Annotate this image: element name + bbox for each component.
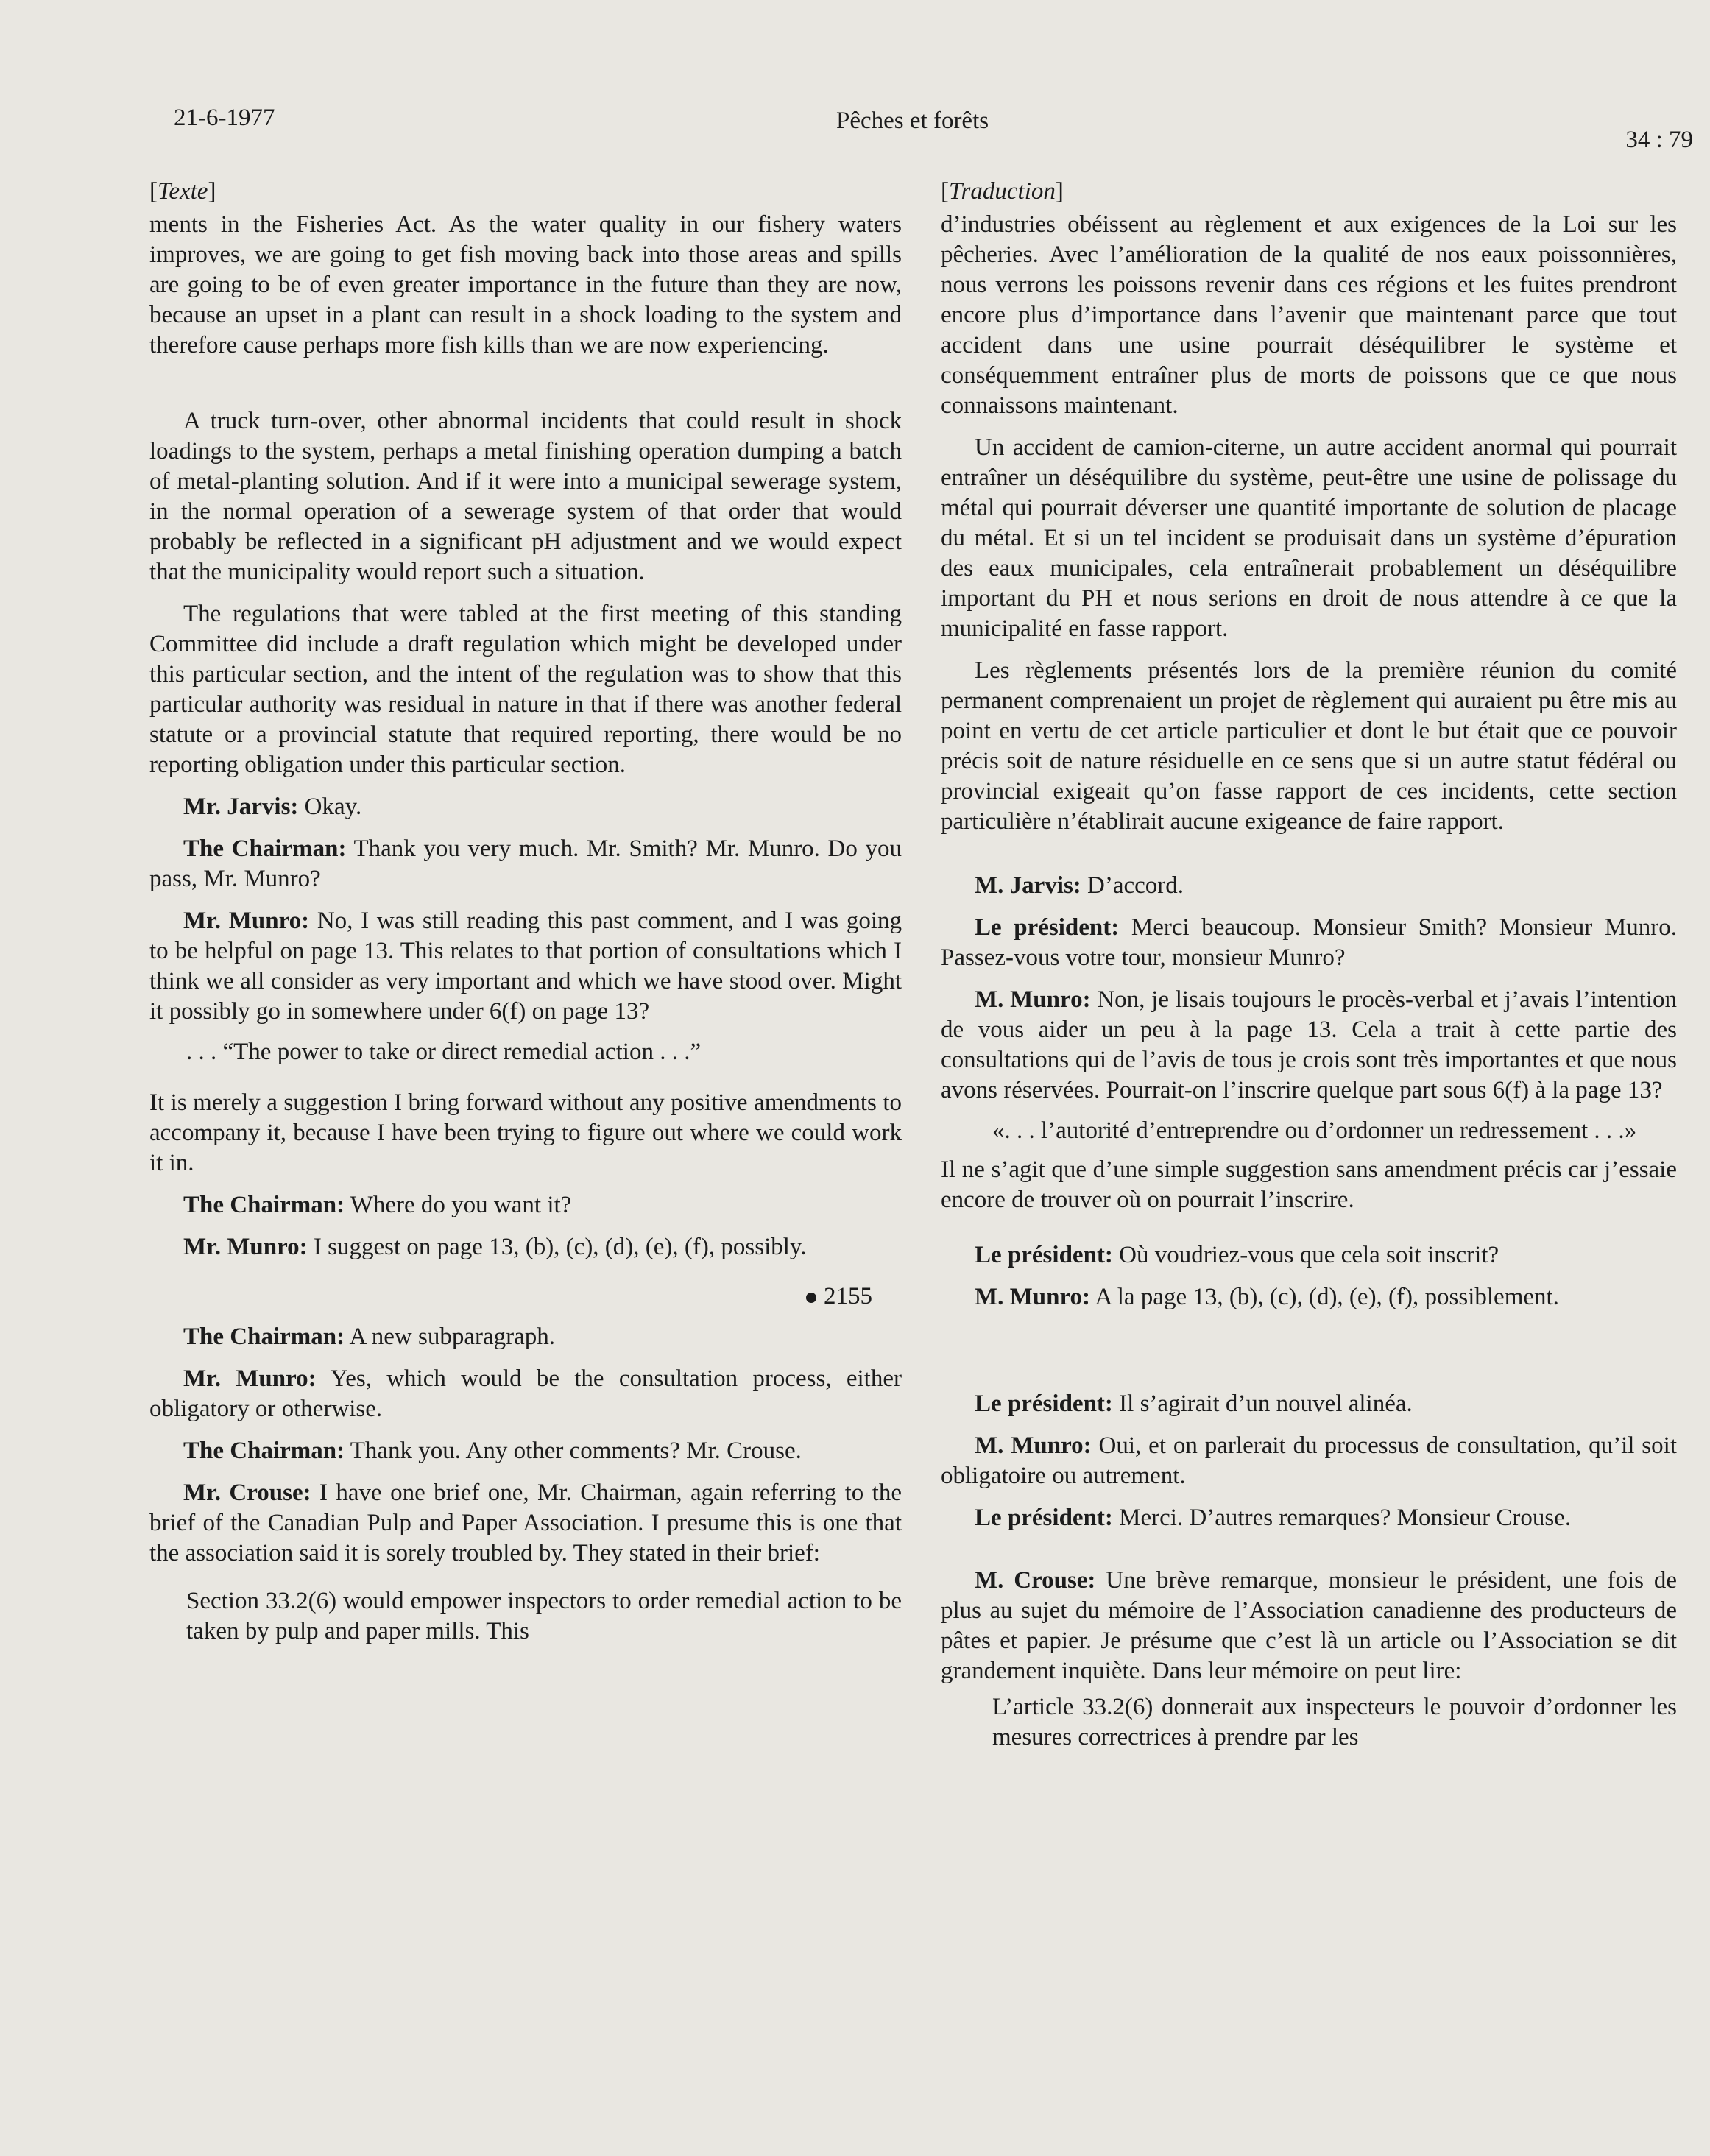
english-paragraph: ments in the Fisheries Act. As the water quality in our fishery waters improves, we are going to get fish moving back into those areas and spills are going to be of even greater importance in the future than they are now, because an upset in a plant can result in a shock loading to the system and therefore cause perhaps more fish kills than we are now experiencing.: [149, 211, 902, 358]
english-speech: The Chairman: Where do you want it?: [183, 1192, 572, 1218]
english-quote: . . . “The power to take or direct remedial action . . .”: [186, 1039, 702, 1065]
english-paragraph: It is merely a suggestion I bring forward without any positive amendments to accompany it, because I have been trying to figure out where we could work it in.: [149, 1089, 902, 1176]
speaker-name: Mr. Munro:: [183, 1234, 308, 1260]
time-marker: 2155: [149, 1282, 902, 1312]
english-speech: The Chairman: A new subparagraph.: [183, 1323, 556, 1350]
speaker-name: M. Jarvis:: [975, 872, 1081, 899]
speaker-name: The Chairman:: [183, 1323, 345, 1350]
french-speech: Le président: Où voudriez-vous que cela soit inscrit?: [975, 1242, 1499, 1268]
english-speech: Mr. Munro: I suggest on page 13, (b), (c), (d), (e), (f), possibly.: [183, 1234, 807, 1260]
bullet-icon: [806, 1293, 816, 1303]
speaker-name: Mr. Jarvis:: [183, 794, 299, 820]
english-speech: The Chairman: Thank you very much. Mr. Smith? Mr. Munro. Do you pass, Mr. Munro?: [149, 835, 902, 892]
french-speech: Le président: Merci beaucoup. Monsieur Smith? Monsieur Munro. Passez-vous votre tour, monsieur Munro?: [941, 914, 1677, 971]
french-paragraph: d’industries obéissent au règlement et aux exigences de la Loi sur les pêcheries. Avec l’amélioration de la qualité de nos eaux poissonnières, nous verrons les poissons revenir dans ces régions et les fuites prendront encore plus d’importance dans l’avenir que maintenant parce que tout accident dans une usine pourrait déséquilibrer le système et conséquemment entraîner plus de morts de poissons que ce que nous connaissons maintenant.: [941, 211, 1677, 419]
speaker-name: Mr. Munro:: [183, 1365, 317, 1392]
french-paragraph: Un accident de camion-citerne, un autre accident anormal qui pourrait entraîner un déséquilibre du système, peut-être une usine de polissage du métal qui pourrait déverser une quantité importante de solution de placage du métal. Et si un tel incident se produisait dans un système d’épuration des eaux municipales, cela entraînerait probablement un déséquilibre important du PH et nous serions en droit de nous attendre à ce que la municipalité en fasse rapport.: [941, 434, 1677, 642]
speaker-name: Le président:: [975, 1242, 1113, 1268]
english-speech: Mr. Jarvis: Okay.: [183, 794, 362, 820]
french-quote: L’article 33.2(6) donnerait aux inspecteurs le pouvoir d’ordonner les mesures correctrices à prendre par les: [992, 1694, 1677, 1750]
speaker-name: M. Munro:: [975, 1432, 1092, 1459]
french-paragraph: Les règlements présentés lors de la première réunion du comité permanent comprenaient un projet de règlement qui auraient pu être mis au point en vertu de cet article particulier et dont le but était que ce pouvoir précis soit de nature résiduelle en ce sens que si un autre statut fédéral ou provincial exigeait qu’on fasse rapport de ces incidents, cette section particulière n’établirait aucune exigeance de faire rapport.: [941, 657, 1677, 835]
french-language-label: [Traduction]: [941, 178, 1064, 205]
french-speech: M. Jarvis: D’accord.: [975, 872, 1184, 899]
speaker-name: The Chairman:: [183, 835, 347, 862]
french-speech: M. Munro: Non, je lisais toujours le procès-verbal et j’avais l’intention de vous aider un peu à la page 13. Cela a trait à cette partie des consultations qui de l’avis de tous je crois sont très importantes et que nous avons réservées. Pourrait-on l’inscrire quelque part sous 6(f) à la page 13?: [941, 986, 1677, 1103]
speaker-name: The Chairman:: [183, 1438, 345, 1464]
speaker-name: M. Crouse:: [975, 1567, 1096, 1594]
speaker-name: Le président:: [975, 1390, 1113, 1417]
french-paragraph: Il ne s’agit que d’une simple suggestion sans amendment précis car j’essaie encore de trouver où on pourrait l’inscrire.: [941, 1156, 1677, 1213]
english-quote: Section 33.2(6) would empower inspectors to order remedial action to be taken by pulp and paper mills. This: [186, 1588, 902, 1644]
english-paragraph: A truck turn-over, other abnormal incidents that could result in shock loadings to the system, perhaps a metal finishing operation dumping a batch of metal-planting solution. And if it were into a municipal sewerage system, in the normal operation of a sewerage system of that order that would probably be reflected in a significant pH adjustment and we would expect that the municipality would report such a situation.: [149, 408, 902, 585]
speaker-name: M. Munro:: [975, 1284, 1091, 1310]
speaker-name: Le président:: [975, 1505, 1113, 1531]
english-column: [149, 177, 902, 1647]
english-speech: Mr. Munro: No, I was still reading this past comment, and I was going to be helpful on page 13. This relates to that portion of consultations which I think we all consider as very important and which we have stood over. Might it possibly go in somewhere under 6(f) on page 13?: [149, 908, 902, 1025]
speaker-name: Le président:: [975, 914, 1120, 941]
speaker-name: Mr. Munro:: [183, 908, 310, 934]
french-speech: Le président: Il s’agirait d’un nouvel alinéa.: [975, 1390, 1413, 1417]
speaker-name: The Chairman:: [183, 1192, 345, 1218]
french-speech: M. Munro: A la page 13, (b), (c), (d), (e), (f), possiblement.: [975, 1284, 1559, 1310]
header-title: Pêches et forêts: [836, 107, 989, 134]
speaker-name: M. Munro:: [975, 986, 1091, 1013]
french-speech: Le président: Merci. D’autres remarques? Monsieur Crouse.: [975, 1505, 1572, 1531]
page-header: [174, 105, 1693, 153]
french-column: [941, 177, 1677, 1753]
french-quote: «. . . l’autorité d’entreprendre ou d’ordonner un redressement . . .»: [992, 1117, 1637, 1144]
french-speech: M. Munro: Oui, et on parlerait du processus de consultation, qu’il soit obligatoire ou autrement.: [941, 1432, 1677, 1489]
french-speech: M. Crouse: Une brève remarque, monsieur le président, une fois de plus au sujet du mémoire de l’Association canadienne des producteurs de pâtes et papier. Je présume que c’est là un article ou l’Association se dit grandement inquiète. Dans leur mémoire on peut lire:: [941, 1567, 1677, 1684]
english-speech: Mr. Crouse: I have one brief one, Mr. Chairman, again referring to the brief of the Canadian Pulp and Paper Association. I presume this is one that the association said it is sorely troubled by. They stated in their brief:: [149, 1480, 902, 1566]
english-language-label: [Texte]: [149, 178, 216, 205]
english-paragraph: The regulations that were tabled at the first meeting of this standing Committee did include a draft regulation which might be developed under this particular section, and the intent of the regulation was to show that this particular authority was residual in nature in that if there was another federal statute or a provincial statute that required reporting, there would be no reporting obligation under this particular section.: [149, 601, 902, 778]
speaker-name: Mr. Crouse:: [183, 1480, 311, 1506]
header-date: 21-6-1977: [174, 105, 275, 131]
header-page-number: 34 : 79: [1625, 127, 1693, 153]
english-speech: Mr. Munro: Yes, which would be the consultation process, either obligatory or otherwise.: [149, 1365, 902, 1422]
english-speech: The Chairman: Thank you. Any other comments? Mr. Crouse.: [183, 1438, 802, 1464]
